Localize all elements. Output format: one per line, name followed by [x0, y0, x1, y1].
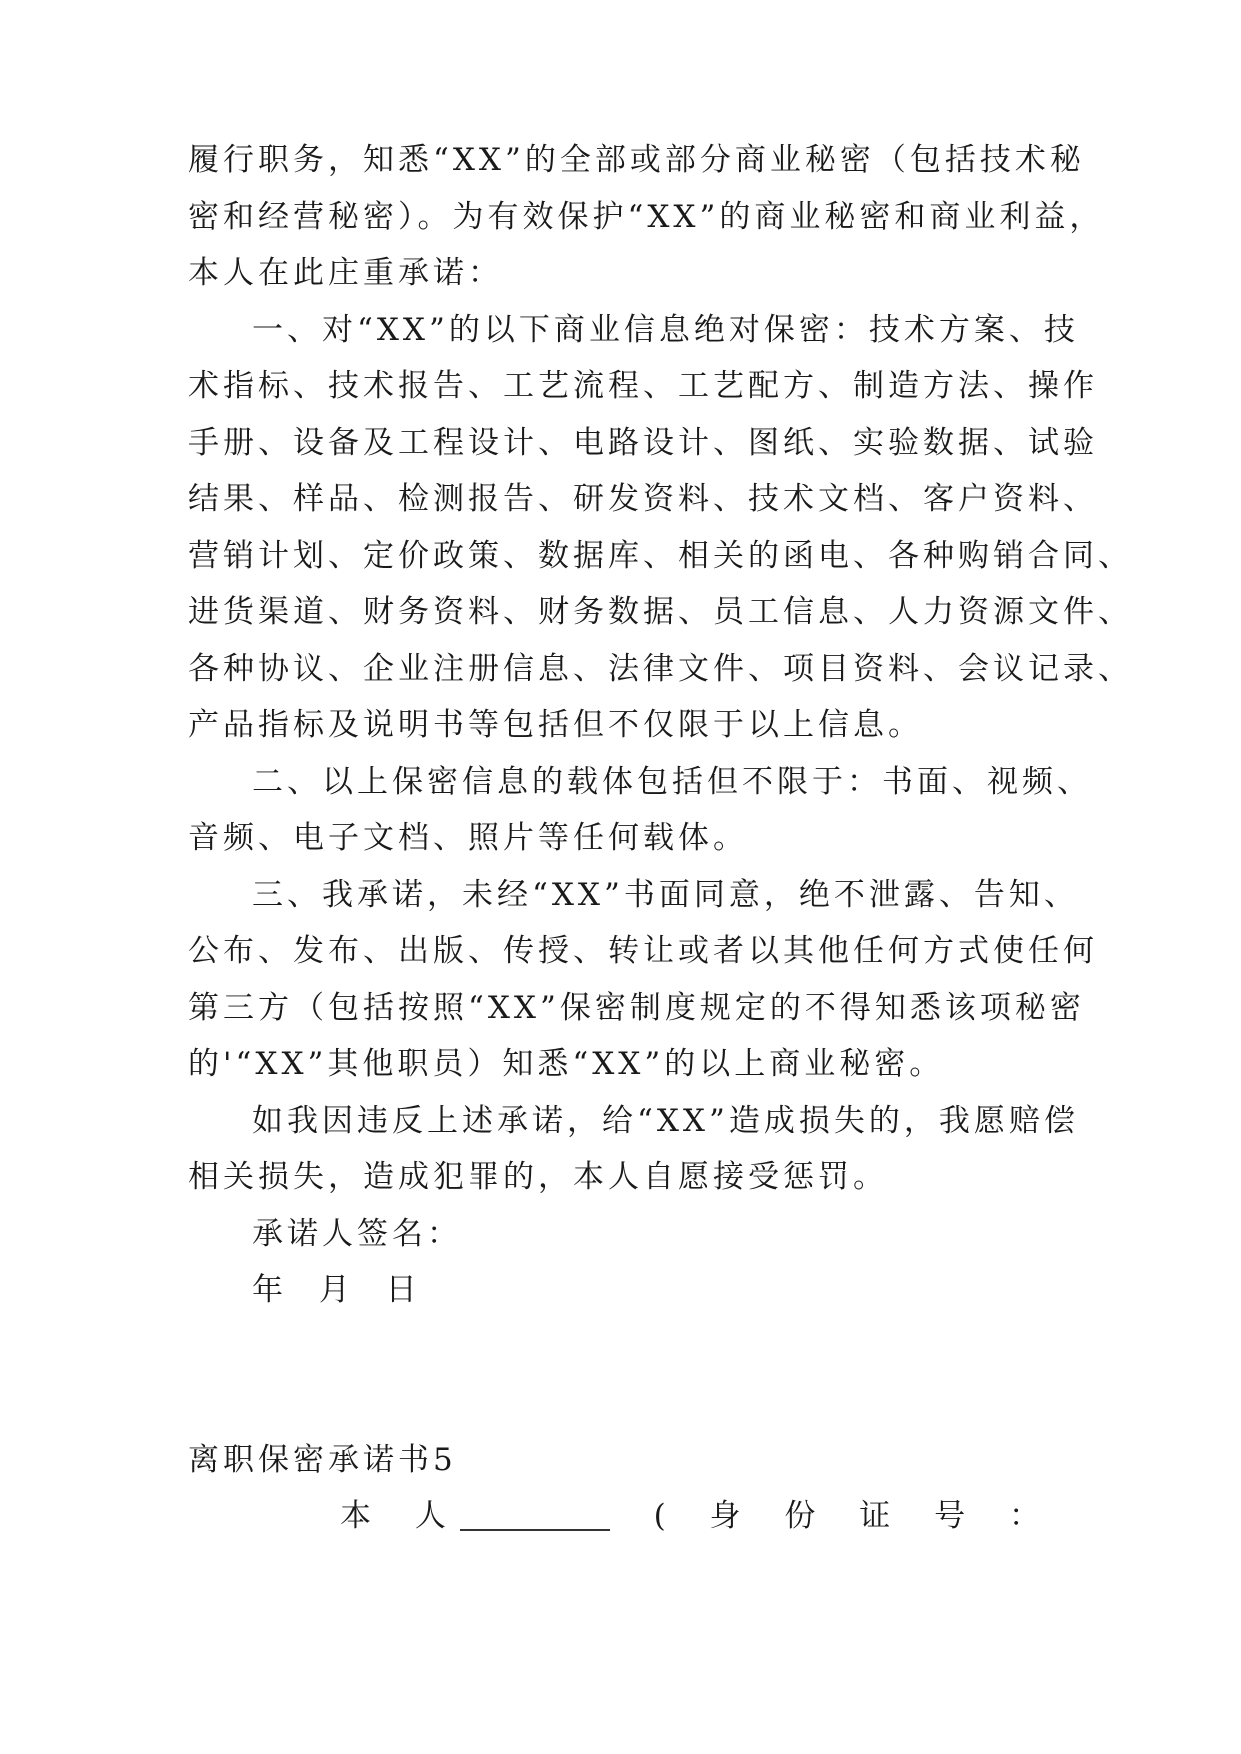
name-blank [460, 1501, 610, 1531]
text-line: 相关损失，造成犯罪的，本人自愿接受惩罚。 [188, 1159, 888, 1195]
text-line: 公布、发布、出版、传授、转让或者以其他任何方式使任何 [188, 933, 1098, 969]
clause-2-line: 二、以上保密信息的载体包括但不限于：书面、视频、 [252, 764, 1092, 800]
fill-text: 本 [340, 1498, 371, 1534]
clause-1-line: 一、对“XX”的以下商业信息绝对保密：技术方案、技 [252, 312, 1079, 348]
fill-text: 身 [709, 1498, 741, 1534]
fill-text: 号 [934, 1498, 966, 1534]
text-line: 进货渠道、财务资料、财务数据、员工信息、人力资源文件、 [188, 594, 1133, 630]
text-line: 营销计划、定价政策、数据库、相关的函电、各种购销合同、 [188, 538, 1133, 574]
date-line: 年 月 日 [252, 1272, 421, 1308]
text-line: 本人在此庄重承诺： [188, 255, 503, 291]
text-line: 各种协议、企业注册信息、法律文件、项目资料、会议记录、 [188, 651, 1133, 687]
signature-label: 承诺人签名： [252, 1216, 462, 1252]
text-line: 密和经营秘密）。为有效保护“XX”的商业秘密和商业利益， [188, 199, 1105, 235]
text-line: 的'“XX”其他职员）知悉“XX”的以上商业秘密。 [188, 1046, 945, 1082]
fill-text: 人 [414, 1498, 446, 1534]
penalty-line: 如我因违反上述承诺，给“XX”造成损失的，我愿赔偿 [252, 1103, 1079, 1139]
section-title: 离职保密承诺书5 [188, 1442, 457, 1478]
text-line: 术指标、技术报告、工艺流程、工艺配方、制造方法、操作 [188, 368, 1098, 404]
text-line: 手册、设备及工程设计、电路设计、图纸、实验数据、试验 [188, 425, 1098, 461]
id-fill-row [340, 1496, 1040, 1536]
text-line: 音频、电子文档、照片等任何载体。 [188, 820, 748, 856]
text-line: 结果、样品、检测报告、研发资料、技术文档、客户资料、 [188, 481, 1098, 517]
text-line: 第三方（包括按照“XX”保密制度规定的不得知悉该项秘密 [188, 990, 1085, 1026]
fill-text: 份 [784, 1498, 816, 1534]
fill-text: 证 [859, 1498, 891, 1534]
text-line: 履行职务，知悉“XX”的全部或部分商业秘密（包括技术秘 [188, 142, 1085, 178]
text-line: 产品指标及说明书等包括但不仅限于以上信息。 [188, 707, 923, 743]
fill-text: ( [653, 1498, 666, 1534]
fill-text: ： [1008, 1498, 1040, 1534]
clause-3-line: 三、我承诺，未经“XX”书面同意，绝不泄露、告知、 [252, 877, 1079, 913]
